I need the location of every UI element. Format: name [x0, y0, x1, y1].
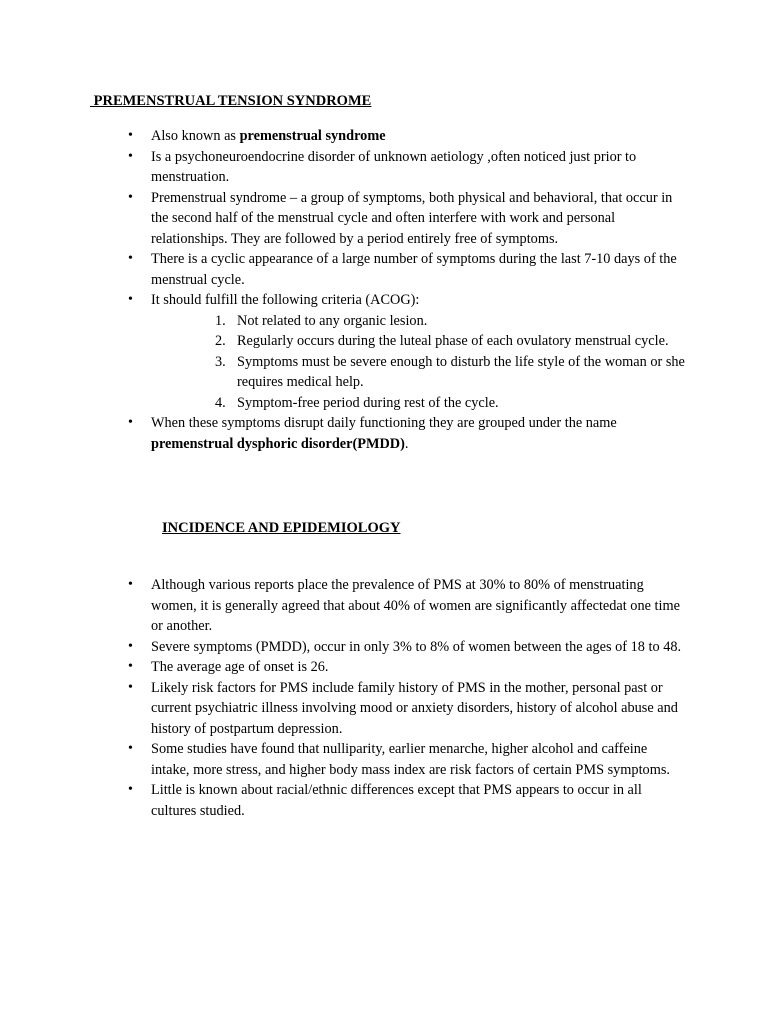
criteria-item — [215, 311, 688, 332]
section-heading-pms: PREMENSTRUAL TENSION SYNDROME — [90, 93, 372, 109]
pms-bullet-list — [0, 126, 768, 454]
acog-criteria-list — [151, 311, 688, 414]
criteria-text: Symptoms must be severe enough to disturb the life style of the woman or she requires medical help. — [237, 353, 685, 390]
list-item — [0, 413, 768, 454]
list-item: • Likely risk factors for PMS include family history of PMS in the mother, personal past or current psychiatric illness involving mood or anxiety disorders, history of alcohol abuse and history of postpartum depression. — [0, 678, 768, 740]
criteria-number: 4. — [215, 394, 226, 411]
criteria-text: Not related to any organic lesion. — [237, 312, 428, 329]
criteria-item — [215, 331, 688, 352]
item-bold-text: premenstrual dysphoric disorder(PMDD) — [151, 435, 405, 452]
criteria-number: 2. — [215, 333, 226, 349]
criteria-item — [215, 352, 688, 393]
list-item: • Little is known about racial/ethnic differences except that PMS appears to occur in all cultures studied. — [0, 780, 768, 821]
item-text: When these symptoms disrupt daily functioning they are grouped under the name — [151, 415, 617, 431]
list-item — [0, 126, 768, 147]
list-item: • Is a psychoneuroendocrine disorder of unknown aetiology ,often noticed just prior to menstruation. — [0, 147, 768, 188]
criteria-item — [215, 393, 688, 414]
list-item — [0, 290, 768, 413]
criteria-text: Symptom-free period during rest of the cycle. — [237, 394, 499, 411]
section-heading-incidence: INCIDENCE AND EPIDEMIOLOGY — [162, 520, 401, 536]
item-text: Also known as — [151, 128, 240, 144]
criteria-number: 1. — [215, 312, 226, 329]
criteria-text: Regularly occurs during the luteal phase of each ovulatory menstrual cycle. — [237, 333, 669, 349]
list-item: • The average age of onset is 26. — [0, 657, 768, 678]
list-item: • Severe symptoms (PMDD), occur in only 3% to 8% of women between the ages of 18 to 48. — [0, 637, 768, 658]
item-text: It should fulfill the following criteria (ACOG): — [151, 292, 420, 308]
criteria-number: 3. — [215, 353, 226, 370]
list-item: • Some studies have found that nulliparity, earlier menarche, higher alcohol and caffeine intake, more stress, and higher body mass index are risk factors of certain PMS symptoms. — [0, 739, 768, 780]
list-item: • There is a cyclic appearance of a large number of symptoms during the last 7-10 days of the menstrual cycle. — [0, 249, 768, 290]
incidence-bullet-list — [0, 575, 768, 821]
list-item: • Premenstrual syndrome – a group of symptoms, both physical and behavioral, that occur in the second half of the menstrual cycle and often interfere with work and personal relationships. They are followed by a period entirely free of symptoms. — [0, 188, 768, 250]
item-tail-text: . — [404, 435, 409, 452]
list-item: • Although various reports place the prevalence of PMS at 30% to 80% of menstruating women, it is generally agreed that about 40% of women are significantly affectedat one time or another. — [0, 575, 768, 637]
item-bold-text: premenstrual syndrome — [239, 128, 386, 144]
